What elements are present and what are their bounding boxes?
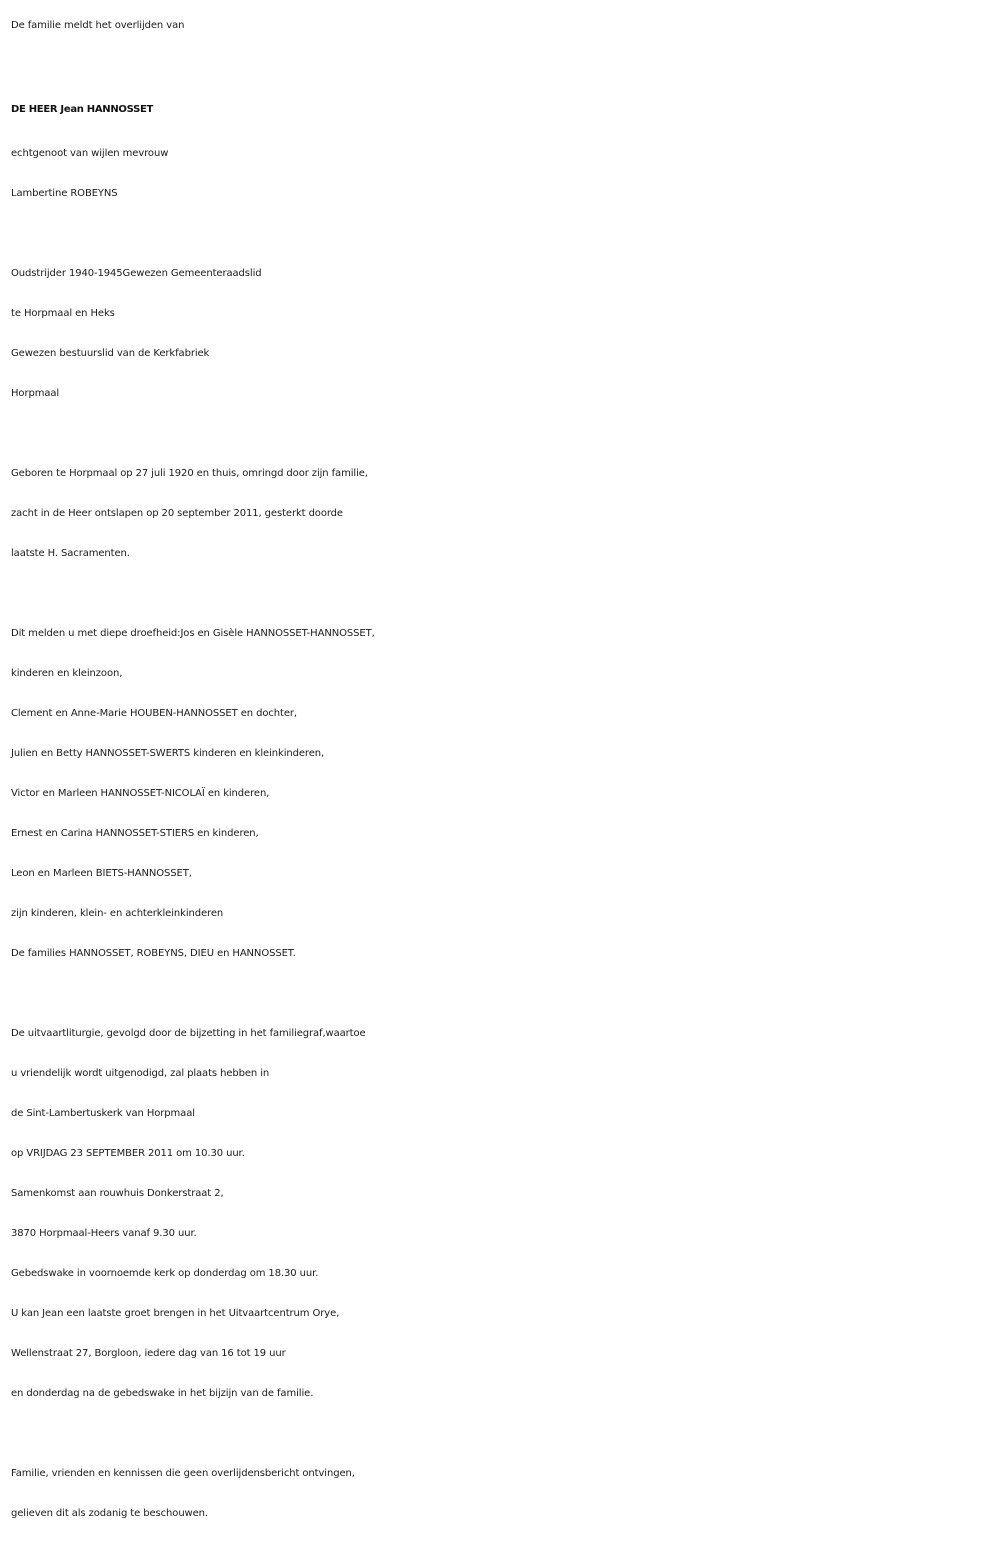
birth-death-line: laatste H. Sacramenten.	[11, 548, 130, 559]
birth-death-line: zacht in de Heer ontslapen op 20 september 2011, gesterkt doorde	[11, 508, 343, 519]
intro-line: De familie meldt het overlijden van	[11, 20, 185, 31]
funeral-line: Samenkomst aan rouwhuis Donkerstraat 2,	[11, 1188, 224, 1199]
mourner-line: Ernest en Carina HANNOSSET-STIERS en kinderen,	[11, 828, 259, 839]
birth-death-line: Geboren te Horpmaal op 27 juli 1920 en thuis, omringd door zijn familie,	[11, 468, 368, 479]
funeral-line: U kan Jean een laatste groet brengen in het Uitvaartcentrum Orye,	[11, 1308, 340, 1319]
funeral-line: Gebedswake in voornoemde kerk op donderdag om 18.30 uur.	[11, 1268, 319, 1279]
closing-line: gelieven dit als zodanig te beschouwen.	[11, 1508, 209, 1519]
mourner-line: Clement en Anne-Marie HOUBEN-HANNOSSET en dochter,	[11, 708, 297, 719]
title-line: Gewezen bestuurslid van de Kerkfabriek	[11, 348, 210, 359]
funeral-line: Wellenstraat 27, Borgloon, iedere dag van 16 tot 19 uur	[11, 1348, 286, 1359]
funeral-line: de Sint-Lambertuskerk van Horpmaal	[11, 1108, 195, 1119]
funeral-line: u vriendelijk wordt uitgenodigd, zal plaats hebben in	[11, 1068, 270, 1079]
title-line: Horpmaal	[11, 388, 60, 399]
funeral-line: en donderdag na de gebedswake in het bijzijn van de familie.	[11, 1388, 314, 1399]
birth-death-block	[11, 454, 996, 574]
funeral-line: 3870 Horpmaal-Heers vanaf 9.30 uur.	[11, 1228, 197, 1239]
title-line: te Horpmaal en Heks	[11, 308, 115, 319]
mourner-line: Dit melden u met diepe droefheid:Jos en Gisèle HANNOSSET-HANNOSSET,	[11, 628, 375, 639]
funeral-line: De uitvaartliturgie, gevolgd door de bijzetting in het familiegraf,waartoe	[11, 1028, 366, 1039]
obituary-notice	[11, 6, 996, 1534]
closing-block	[11, 1454, 996, 1534]
spouse-line: Lambertine ROBEYNS	[11, 188, 118, 199]
funeral-line: op VRIJDAG 23 SEPTEMBER 2011 om 10.30 uur.	[11, 1148, 245, 1159]
spouse-block	[11, 134, 996, 214]
deceased-name: DE HEER Jean HANNOSSET	[11, 104, 154, 115]
funeral-block	[11, 1014, 996, 1414]
mourner-line: De families HANNOSSET, ROBEYNS, DIEU en HANNOSSET.	[11, 948, 296, 959]
closing-line: Familie, vrienden en kennissen die geen overlijdensbericht ontvingen,	[11, 1468, 355, 1479]
mourner-line: Leon en Marleen BIETS-HANNOSSET,	[11, 868, 192, 879]
titles-block	[11, 254, 996, 414]
title-line: Oudstrijder 1940-1945Gewezen Gemeenteraadslid	[11, 268, 262, 279]
mourner-line: Victor en Marleen HANNOSSET-NICOLAÏ en kinderen,	[11, 788, 270, 799]
mourner-line: kinderen en kleinzoon,	[11, 668, 123, 679]
mourner-line: Julien en Betty HANNOSSET-SWERTS kinderen en kleinkinderen,	[11, 748, 325, 759]
mourner-line: zijn kinderen, klein- en achterkleinkinderen	[11, 908, 224, 919]
mourners-block	[11, 614, 996, 974]
spouse-line: echtgenoot van wijlen mevrouw	[11, 148, 169, 159]
